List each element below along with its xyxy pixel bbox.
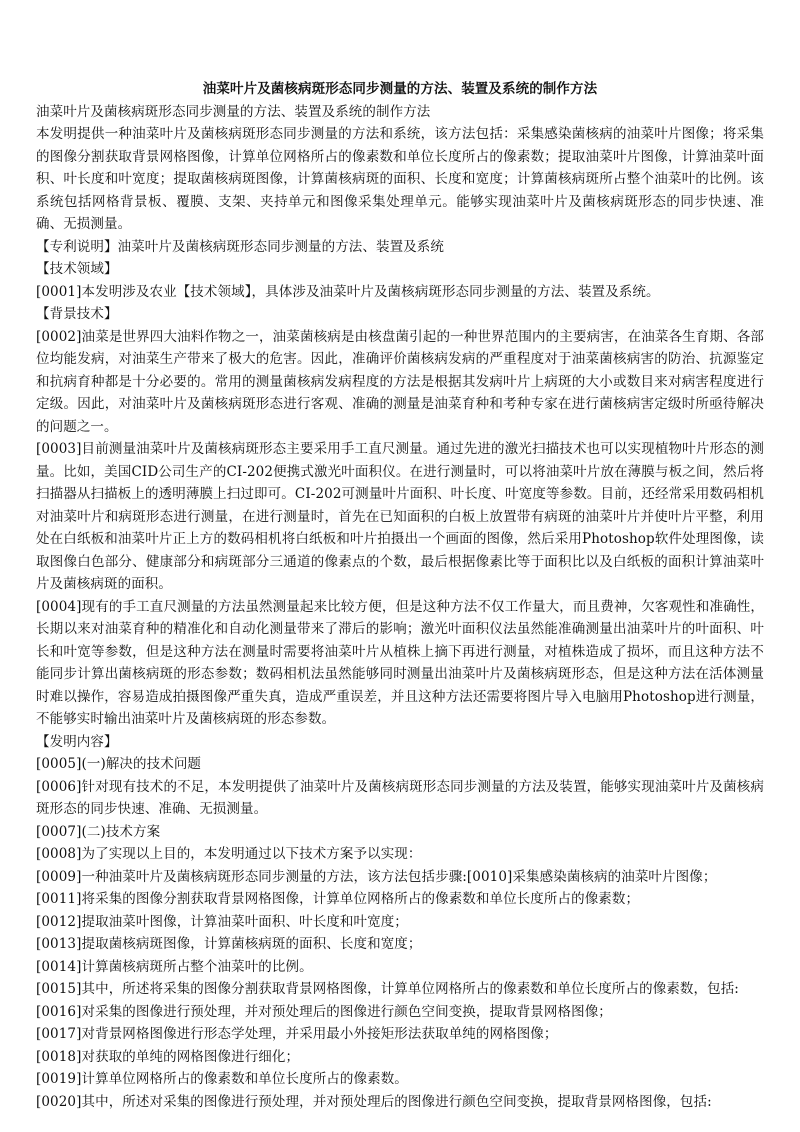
paragraph-0015: [0015]其中，所述将采集的图像分割获取背景网格图像，计算单位网格所占的像素数和单位长度所占的像素数，包括: xyxy=(36,981,739,997)
paragraph-0018: [0018]对获取的单纯的网格图像进行细化； xyxy=(36,1048,300,1065)
document-subtitle: 油菜叶片及菌核病斑形态同步测量的方法、装置及系统的制作方法 xyxy=(36,103,431,120)
paragraph-0011: [0011]将采集的图像分割获取背景网格图像，计算单位网格所占的像素数和单位长度所占的像素数； xyxy=(36,891,640,907)
paragraph-0016: [0016]对采集的图像进行预处理，并对预处理后的图像进行颜色空间变换，提取背景网格图像； xyxy=(36,1003,612,1020)
paragraph-0003: [0003]目前测量油菜叶片及菌核病斑形态主要采用手工直尺测量。通过先进的激光扫描技术也可以实现植物叶片形态的测量。比如，美国CID公司生产的CI-202便携式激光叶面积仪。在进行测量时，可以将油菜叶片放在薄膜与板之间，然后将扫描器从扫描板上的透明薄膜上扫过即可。CI-202可测量叶片面积、叶长度、叶宽度等参数。目前，还经常采用数码相机对油菜叶片和病斑形态进行测量，在进行测量时，首先在已知面积的白板上放置带有病斑的油菜叶片并使叶片平整，利用处在白纸板和油菜叶片正上方的数码相机将白纸板和叶片拍摄出一个画面的图像，然后采用Photoshop软件处理图像，读取图像白色部分、健康部分和病斑部分三通道的像素点的个数，最后根据像素比等于面积比以及白纸板的面积计算油菜叶片及菌核病斑的面积。 xyxy=(36,441,764,592)
background-heading: 【背景技术】 xyxy=(36,306,118,322)
paragraph-0017: [0017]对背景网格图像进行形态学处理，并采用最小外接矩形法获取单纯的网格图像； xyxy=(36,1026,558,1042)
paragraph-0006: [0006]针对现有技术的不足，本发明提供了油菜叶片及菌核病斑形态同步测量的方法及装置，能够实现油菜叶片及菌核病斑形态的同步快速、准确、无损测量。 xyxy=(36,778,764,817)
paragraph-0002: [0002]油菜是世界四大油料作物之一，油菜菌核病是由核盘菌引起的一种世界范围内的主要病害，在油菜各生育期、各部位均能发病，对油菜生产带来了极大的危害。因此，准确评价菌核病发病的严重程度对于油菜菌核病害的防治、抗源鉴定和抗病育种都是十分必要的。常用的测量菌核病发病程度的方法是根据其发病叶片上病斑的大小或数目来对病害程度进行定级。因此，对油菜叶片及菌核病斑形态进行客观、准确的测量是油菜育种和考种专家在进行菌核病害定级时所亟待解决的问题之一。 xyxy=(36,328,764,435)
paragraph-0020: [0020]其中，所述对采集的图像进行预处理，并对预处理后的图像进行颜色空间变换，提取背景网格图像，包括: xyxy=(36,1093,712,1110)
paragraph-0014: [0014]计算菌核病斑所占整个油菜叶的比例。 xyxy=(36,958,313,975)
paragraph-0005: [0005](一)解决的技术问题 xyxy=(36,756,202,772)
paragraph-0007: [0007](二)技术方案 xyxy=(36,823,161,840)
paragraph-0013: [0013]提取菌核病斑图像，计算菌核病斑的面积、长度和宽度； xyxy=(36,936,422,952)
invention-heading: 【发明内容】 xyxy=(36,733,118,750)
abstract-paragraph: 本发明提供一种油菜叶片及菌核病斑形态同步测量的方法和系统，该方法包括：采集感染菌核病的油菜叶片图像；将采集的图像分割获取背景网格图像，计算单位网格所占的像素数和单位长度所占的像素数；提取油菜叶片图像，计算油菜叶面积、叶长度和叶宽度；提取菌核病斑图像，计算菌核病斑的面积、长度和宽度；计算菌核病斑所占整个油菜叶的比例。该系统包括网格背景板、覆膜、支架、夹持单元和图像采集处理单元。能够实现油菜叶片及菌核病斑形态的同步快速、准确、无损测量。 xyxy=(36,126,764,232)
paragraph-0012: [0012]提取油菜叶图像，计算油菜叶面积、叶长度和叶宽度； xyxy=(36,913,408,930)
paragraph-0019: [0019]计算单位网格所占的像素数和单位长度所占的像素数。 xyxy=(36,1071,408,1087)
paragraph-0004: [0004]现有的手工直尺测量的方法虽然测量起来比较方便，但是这种方法不仅工作量大，而且费神，欠客观性和准确性，长期以来对油菜育种的精准化和自动化测量带来了滞后的影响；激光叶面积仪法虽然能准确测量出油菜叶片的叶面积、叶长和叶宽等参数，但是这种方法在测量时需要将油菜叶片从植株上摘下再进行测量，对植株造成了损坏，而且这种方法不能同步计算出菌核病斑的形态参数；数码相机法虽然能够同时测量出油菜叶片及菌核病斑形态，但是这种方法在活体测量时难以操作，容易造成拍摄图像严重失真，造成严重误差，并且这种方法还需要将图片导入电脑用Photoshop进行测量，不能够实时输出油菜叶片及菌核病斑的形态参数。 xyxy=(36,598,764,727)
paragraph-0008: [0008]为了实现以上目的，本发明通过以下技术方案予以实现： xyxy=(36,846,422,862)
document-title: 油菜叶片及菌核病斑形态同步测量的方法、装置及系统的制作方法 xyxy=(202,81,598,97)
paragraph-0009: [0009]一种油菜叶片及菌核病斑形态同步测量的方法，该方法包括步骤:[0010]采集感染菌核病的油菜叶片图像； xyxy=(36,868,717,885)
spec-heading: 【专利说明】油菜叶片及菌核病斑形态同步测量的方法、装置及系统 xyxy=(36,238,444,255)
paragraph-0001: [0001]本发明涉及农业【技术领域】，具体涉及油菜叶片及菌核病斑形态同步测量的方法、装置及系统。 xyxy=(36,283,660,300)
tech-field-heading: 【技术领域】 xyxy=(36,261,118,277)
